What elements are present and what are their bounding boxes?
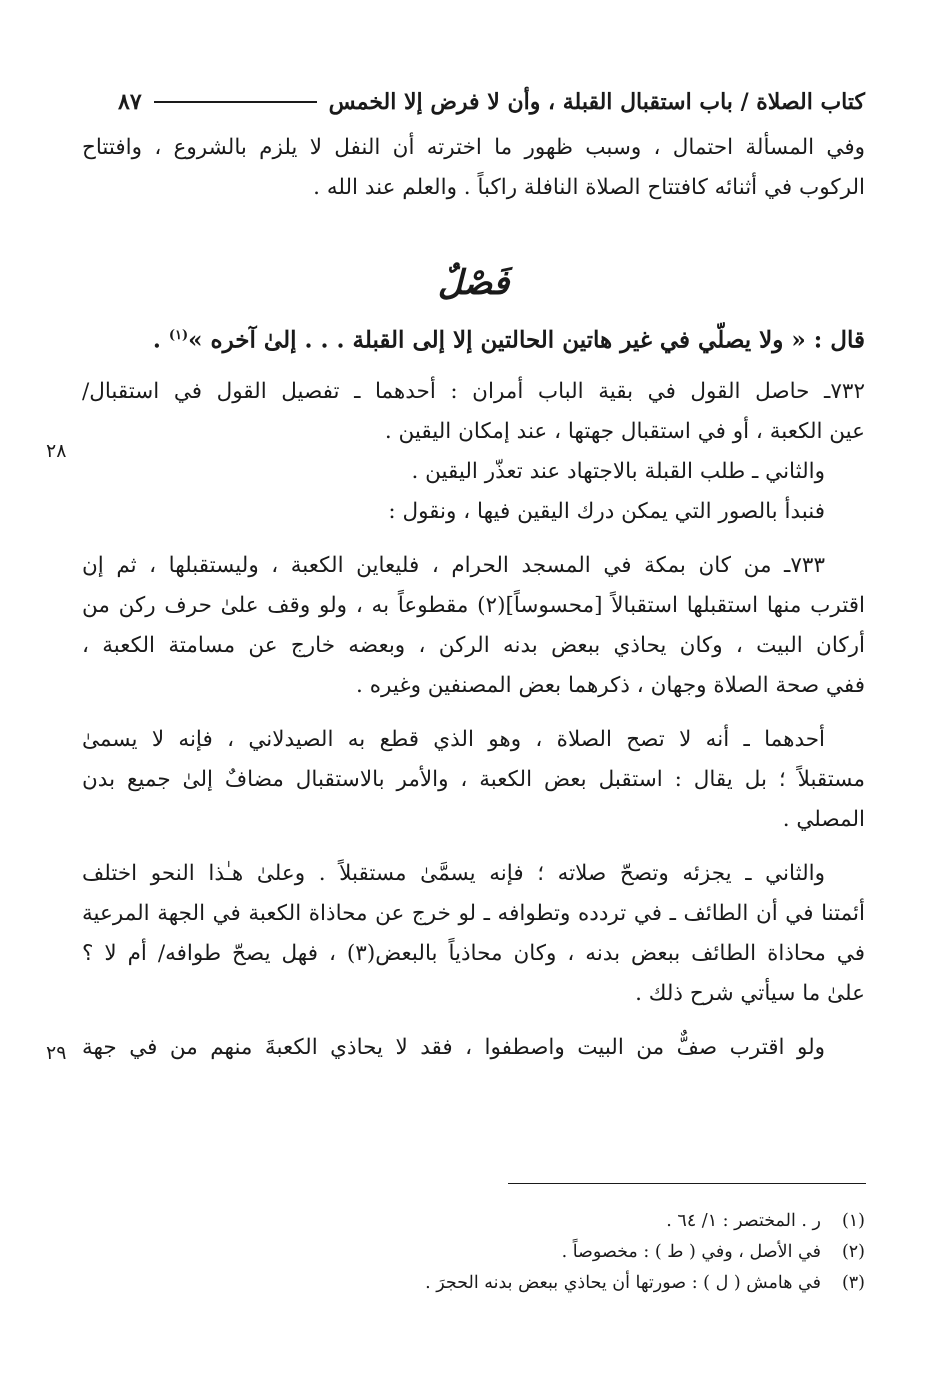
footnote-text: في هامش ( ل ) : صورتها أن يحاذي ببعض بدنه الحجرَ . bbox=[425, 1273, 821, 1293]
section-title: فَصْلٌ bbox=[437, 263, 510, 303]
footnote-1 bbox=[300, 1206, 865, 1237]
intro-line-2: الركوب في أثنائه كافتتاح الصلاة النافلة راكباً . والعلم عند الله . bbox=[313, 175, 865, 200]
running-header bbox=[118, 84, 865, 120]
second-view-line-3: في محاذاة الطائف ببعض بدنه ، وكان محاذياً بالبعض(٣) ، فهل يصحّ طوافه/ أم لا ؟ bbox=[82, 941, 865, 966]
footnote-2 bbox=[300, 1237, 865, 1268]
footnote-text: ر . المختصر : ١/ ٦٤ . bbox=[666, 1211, 821, 1231]
footnote-3 bbox=[300, 1268, 865, 1299]
p732-line-3: والثاني ـ طلب القبلة بالاجتهاد عند تعذّر اليقين . bbox=[411, 459, 825, 484]
header-rule bbox=[154, 101, 317, 103]
quoted-text: قال : « ولا يصلّي في غير هاتين الحالتين إلا إلى القبلة . . . إلىٰ آخره »$^{(١)}$ . bbox=[152, 326, 865, 354]
first-view-line-1: أحدهما ـ أنه لا تصح الصلاة ، وهو الذي قطع به الصيدلاني ، فإنه لا يسمىٰ bbox=[82, 727, 825, 752]
first-view-line-3: المصلي . bbox=[782, 807, 865, 832]
second-view-line-1: والثاني ـ يجزئه وتصحّ صلاته ؛ فإنه يسمَّىٰ مستقبلاً . وعلىٰ هـٰذا النحو اختلف bbox=[82, 861, 825, 886]
second-view-line-2: أئمتنا في أن الطائف ـ في تردده وتطوافه ـ لو خرج عن محاذاة الكعبة في الجهة المرعية bbox=[82, 901, 865, 926]
margin-number-28: ٢٨ bbox=[46, 440, 67, 462]
footnote-num: (١) bbox=[841, 1211, 865, 1231]
p733-line-3: أركان البيت ، وكان يحاذي ببعض بدنه الركن ، وبعضه خارج عن مسامتة الكعبة ، bbox=[82, 633, 865, 658]
last-line: ولو اقترب صفٌّ من البيت واصطفوا ، فقد لا يحاذي الكعبةَ منهم من في جهة bbox=[82, 1035, 825, 1060]
p733-line-4: ففي صحة الصلاة وجهان ، ذكرهما بعض المصنفين وغيره . bbox=[356, 673, 865, 698]
footnote-separator bbox=[508, 1183, 866, 1184]
p733-line-1: ٧٣٣ـ من كان بمكة في المسجد الحرام ، فليعاين الكعبة ، وليستقبلها ، ثم إن bbox=[82, 553, 825, 578]
footnote-text: في الأصل ، وفي ( ط ) : مخصوصاً . bbox=[561, 1242, 821, 1262]
second-view-line-4: علىٰ ما سيأتي شرح ذلك . bbox=[635, 981, 865, 1006]
footnote-num: (٢) bbox=[841, 1242, 865, 1262]
page-body bbox=[82, 128, 865, 1068]
header-title: كتاب الصلاة / باب استقبال القبلة ، وأن لا فرض إلا الخمس bbox=[328, 89, 865, 115]
quoted-text-body: قال : « ولا يصلّي في غير هاتين الحالتين إلا إلى القبلة . . . إلىٰ آخره » bbox=[188, 326, 865, 354]
p732-line-1: ٧٣٢ـ حاصل القول في بقية الباب أمران : أحدهما ـ تفصيل القول في استقبال/ bbox=[82, 379, 865, 404]
footnote-num: (٣) bbox=[841, 1273, 865, 1293]
footnote-ref-1: (١) bbox=[168, 328, 189, 343]
first-view-line-2: مستقبلاً ؛ بل يقال : استقبل بعض الكعبة ، والأمر بالاستقبال مضافٌ إلىٰ جميع بدن bbox=[82, 767, 865, 792]
intro-line-1: وفي المسألة احتمال ، وسبب ظهور ما اخترته أن النفل لا يلزم بالشروع ، وافتتاح bbox=[82, 135, 865, 160]
margin-number-29: ٢٩ bbox=[46, 1042, 67, 1064]
p733-line-2: اقترب منها استقبلها استقبالاً [محسوساً](٢) مقطوعاً به ، ولو وقف علىٰ حرف ركن من bbox=[82, 593, 865, 618]
p732-line-4: فنبدأ بالصور التي يمكن درك اليقين فيها ، ونقول : bbox=[388, 499, 825, 524]
p732-line-2: عين الكعبة ، أو في استقبال جهتها ، عند إمكان اليقين . bbox=[384, 419, 865, 444]
footnotes bbox=[300, 1206, 865, 1299]
page-number: ٨٧ bbox=[118, 89, 142, 115]
